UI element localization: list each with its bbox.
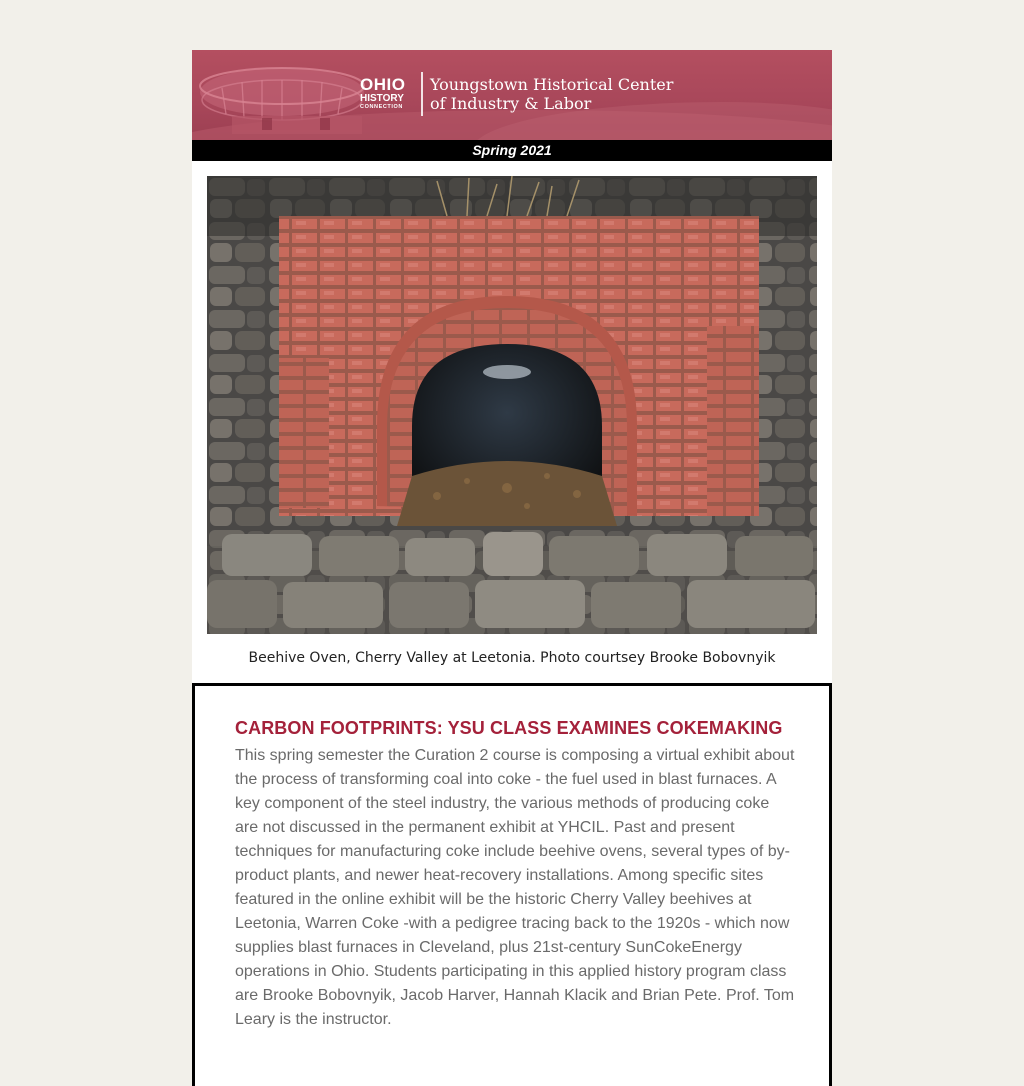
beehive-oven-photo	[207, 176, 817, 634]
center-name	[430, 75, 673, 113]
center-name-line1: Youngstown Historical Center	[430, 75, 674, 94]
newsletter-banner	[192, 50, 832, 140]
feature-photo	[207, 176, 817, 634]
logo-ohio: OHIO	[360, 75, 406, 94]
logo-connection: CONNECTION	[360, 104, 403, 110]
photo-caption: Beehive Oven, Cherry Valley at Leetonia. Photo courtsey Brooke Bobovnyik	[248, 650, 776, 666]
center-name-line2: of Industry & Labor	[430, 94, 592, 113]
logo-divider	[421, 72, 423, 116]
logo-history: HISTORY	[360, 93, 404, 104]
ohio-history-connection-logo	[360, 76, 416, 111]
issue-season: Spring 2021	[192, 140, 832, 161]
article-title: CARBON FOOTPRINTS: YSU CLASS EXAMINES COKEMAKING	[235, 718, 783, 738]
article-carbon-footprints	[192, 683, 832, 1086]
newsletter-email	[192, 50, 832, 1050]
article-body: This spring semester the Curation 2 course is composing a virtual exhibit about the process of transforming coal into coke - the fuel used in blast furnaces. A key component of the steel industry, the various methods of producing coke are not discussed in the permanent exhibit at YHCIL. Past and present techniques for manufacturing coke include beehive ovens, several types of by-product plants, and newer heat-recovery installations. Among specific sites featured in the online exhibit will be the historic Cherry Valley beehives at Leetonia, Warren Coke -with a pedigree tracing back to the 1920s - which now supplies blast furnaces in Cleveland, plus 21st-century SunCokeEnergy operations in Ohio. Students participating in this applied history program class are Brooke Bobovnyik, Jacob Harver, Hannah Klacik and Brian Pete. Prof. Tom Leary is the instructor.	[235, 747, 795, 1028]
